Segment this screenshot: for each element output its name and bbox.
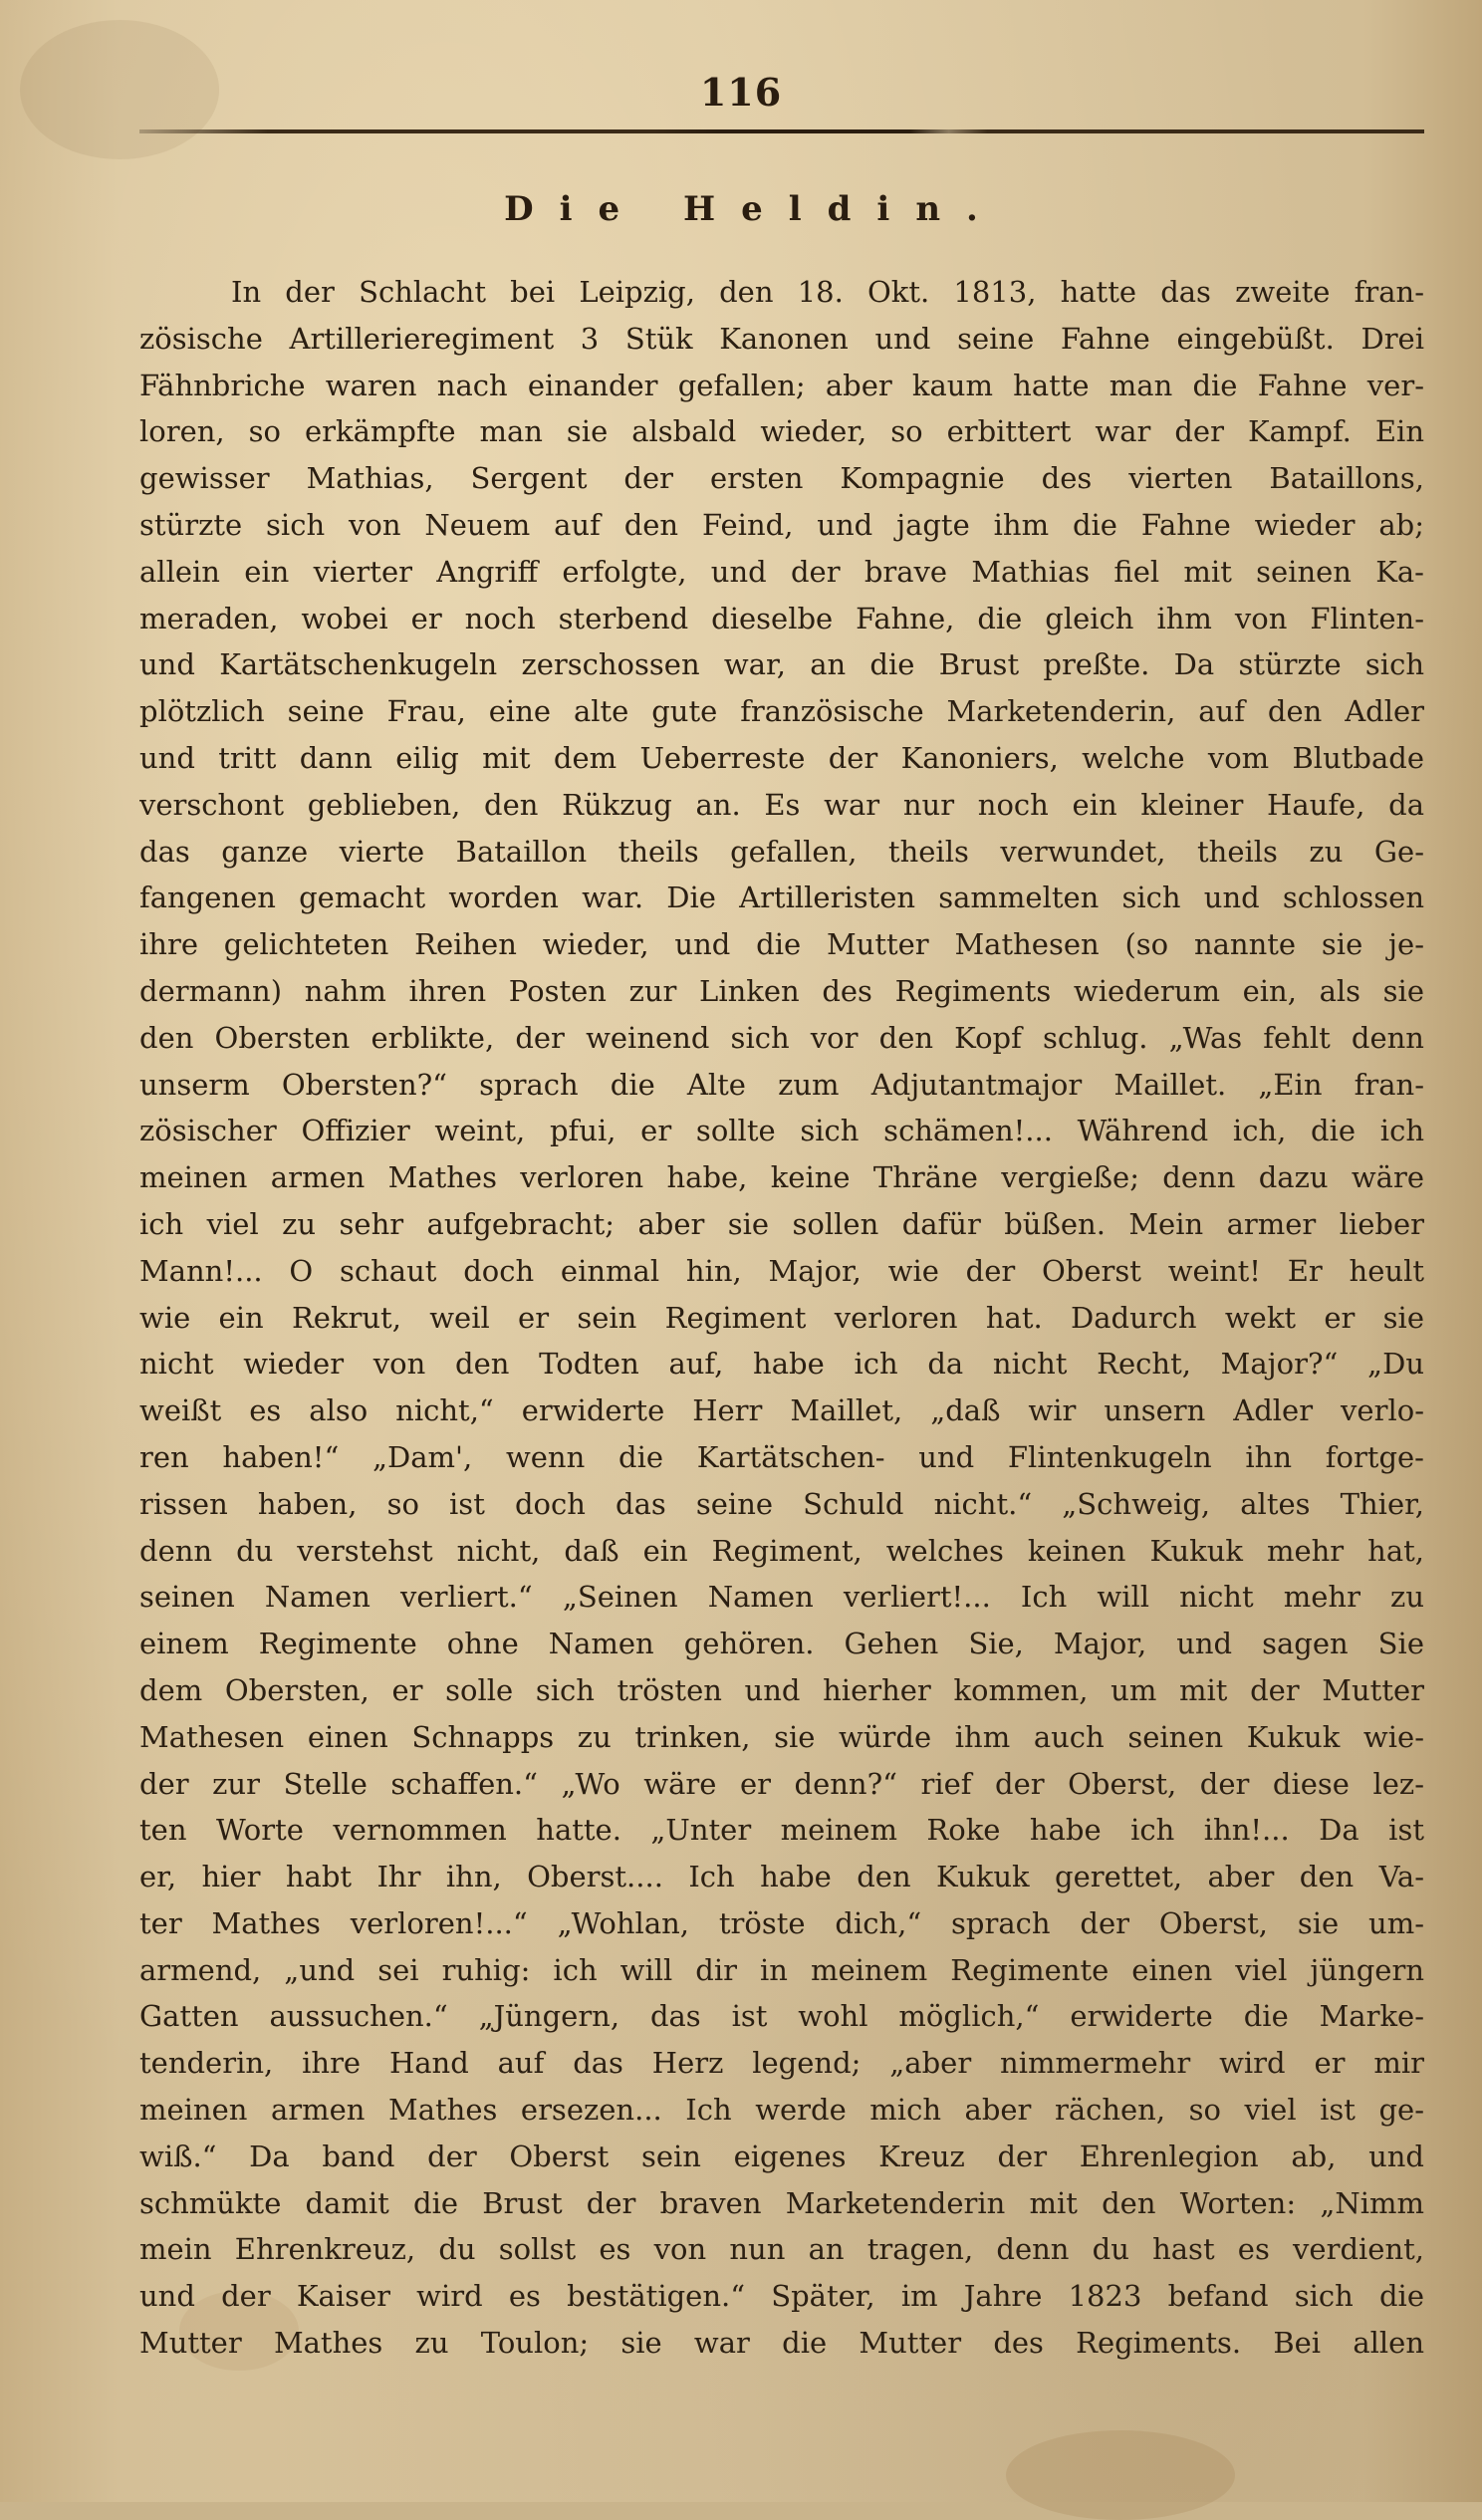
text-line: Gatten aussuchen.“ „Jüngern, das ist wohl möglich,“ erwiderte die Marke- xyxy=(139,1999,1424,2034)
text-line: schmükte damit die Brust der braven Marketenderin mit den Worten: „Nimm xyxy=(139,2185,1424,2220)
text-line: und der Kaiser wird es bestätigen.“ Später, im Jahre 1823 befand sich die xyxy=(139,2279,1424,2314)
text-line: verschont geblieben, den Rükzug an. Es war nur noch ein kleiner Haufe, da xyxy=(139,787,1424,822)
text-line: denn du verstehst nicht, daß ein Regiment, welches keinen Kukuk mehr hat, xyxy=(139,1533,1424,1568)
text-line: Mutter Mathes zu Toulon; sie war die Mutter des Regiments. Bei allen xyxy=(139,2326,1424,2361)
body-text xyxy=(139,269,1424,2367)
text-line: Mann!... O schaut doch einmal hin, Major, wie der Oberst weint! Er heult xyxy=(139,1253,1424,1288)
text-line: ten Worte vernommen hatte. „Unter meinem Roke habe ich ihn!... Da ist xyxy=(139,1813,1424,1848)
text-line: fangenen gemacht worden war. Die Artilleristen sammelten sich und schlossen xyxy=(139,881,1424,915)
text-line: In der Schlacht bei Leipzig, den 18. Okt. 1813, hatte das zweite fran- xyxy=(231,275,1424,309)
text-line: weißt es also nicht,“ erwiderte Herr Maillet, „daß wir unsern Adler verlo- xyxy=(139,1393,1424,1428)
text-line: loren, so erkämpfte man sie alsbald wieder, so erbittert war der Kampf. Ein xyxy=(139,414,1424,449)
text-line: allein ein vierter Angriff erfolgte, und der brave Mathias fiel mit seinen Ka- xyxy=(139,554,1424,589)
text-line: der zur Stelle schaffen.“ „Wo wäre er denn?“ rief der Oberst, der diese lez- xyxy=(139,1766,1424,1801)
text-line: Fähnbriche waren nach einander gefallen; aber kaum hatte man die Fahne ver- xyxy=(139,368,1424,402)
text-line: rissen haben, so ist doch das seine Schuld nicht.“ „Schweig, altes Thier, xyxy=(139,1486,1424,1521)
chapter-title: Die Heldin. xyxy=(504,189,1004,229)
text-line: er, hier habt Ihr ihn, Oberst.... Ich habe den Kukuk gerettet, aber den Va- xyxy=(139,1860,1424,1894)
text-line: wie ein Rekrut, weil er sein Regiment verloren hat. Dadurch wekt er sie xyxy=(139,1300,1424,1335)
text-line: meinen armen Mathes ersezen... Ich werde mich aber rächen, so viel ist ge- xyxy=(139,2093,1424,2128)
text-line: einem Regimente ohne Namen gehören. Gehen Sie, Major, und sagen Sie xyxy=(139,1627,1424,1661)
text-line: dem Obersten, er solle sich trösten und hierher kommen, um mit der Mutter xyxy=(139,1672,1424,1707)
text-line: seinen Namen verliert.“ „Seinen Namen verliert!... Ich will nicht mehr zu xyxy=(139,1580,1424,1615)
text-line: ren haben!“ „Dam', wenn die Kartätschen- und Flintenkugeln ihn fortge- xyxy=(139,1439,1424,1474)
text-line: zösische Artillerieregiment 3 Stük Kanonen und seine Fahne eingebüßt. Drei xyxy=(139,321,1424,356)
text-line: meraden, wobei er noch sterbend dieselbe Fahne, die gleich ihm von Flinten- xyxy=(139,601,1424,635)
text-line: ter Mathes verloren!...“ „Wohlan, tröste dich,“ sprach der Oberst, sie um- xyxy=(139,1905,1424,1940)
text-line: plötzlich seine Frau, eine alte gute französische Marketenderin, auf den Adler xyxy=(139,694,1424,729)
text-line: ich viel zu sehr aufgebracht; aber sie sollen dafür büßen. Mein armer lieber xyxy=(139,1206,1424,1241)
text-line: tenderin, ihre Hand auf das Herz legend; „aber nimmermehr wird er mir xyxy=(139,2046,1424,2081)
page-number: 116 xyxy=(699,70,783,115)
text-line: unserm Obersten?“ sprach die Alte zum Adjutantmajor Maillet. „Ein fran- xyxy=(139,1067,1424,1102)
text-line: und tritt dann eilig mit dem Ueberreste der Kanoniers, welche vom Blutbade xyxy=(139,740,1424,775)
text-line: stürzte sich von Neuem auf den Feind, und jagte ihm die Fahne wieder ab; xyxy=(139,507,1424,542)
text-line: das ganze vierte Bataillon theils gefallen, theils verwundet, theils zu Ge- xyxy=(139,834,1424,869)
text-line: wiß.“ Da band der Oberst sein eigenes Kreuz der Ehrenlegion ab, und xyxy=(139,2139,1424,2173)
text-line: meinen armen Mathes verloren habe, keine Thräne vergieße; denn dazu wäre xyxy=(139,1160,1424,1195)
header-rule xyxy=(139,129,1424,133)
text-line: den Obersten erblikte, der weinend sich vor den Kopf schlug. „Was fehlt denn xyxy=(139,1020,1424,1055)
text-line: nicht wieder von den Todten auf, habe ich da nicht Recht, Major?“ „Du xyxy=(139,1347,1424,1382)
text-line: Mathesen einen Schnapps zu trinken, sie würde ihm auch seinen Kukuk wie- xyxy=(139,1719,1424,1754)
text-line: gewisser Mathias, Sergent der ersten Kompagnie des vierten Bataillons, xyxy=(139,461,1424,496)
text-line: ihre gelichteten Reihen wieder, und die Mutter Mathesen (so nannte sie je- xyxy=(139,927,1424,962)
text-line: zösischer Offizier weint, pfui, er sollte sich schämen!... Während ich, die ich xyxy=(139,1114,1424,1148)
text-line: dermann) nahm ihren Posten zur Linken des Regiments wiederum ein, als sie xyxy=(139,973,1424,1008)
text-line: mein Ehrenkreuz, du sollst es von nun an tragen, denn du hast es verdient, xyxy=(139,2232,1424,2267)
text-line: und Kartätschenkugeln zerschossen war, an die Brust preßte. Da stürzte sich xyxy=(139,647,1424,682)
paper-stain xyxy=(1006,2430,1235,2520)
text-line: armend, „und sei ruhig: ich will dir in meinem Regimente einen viel jüngern xyxy=(139,1952,1424,1987)
